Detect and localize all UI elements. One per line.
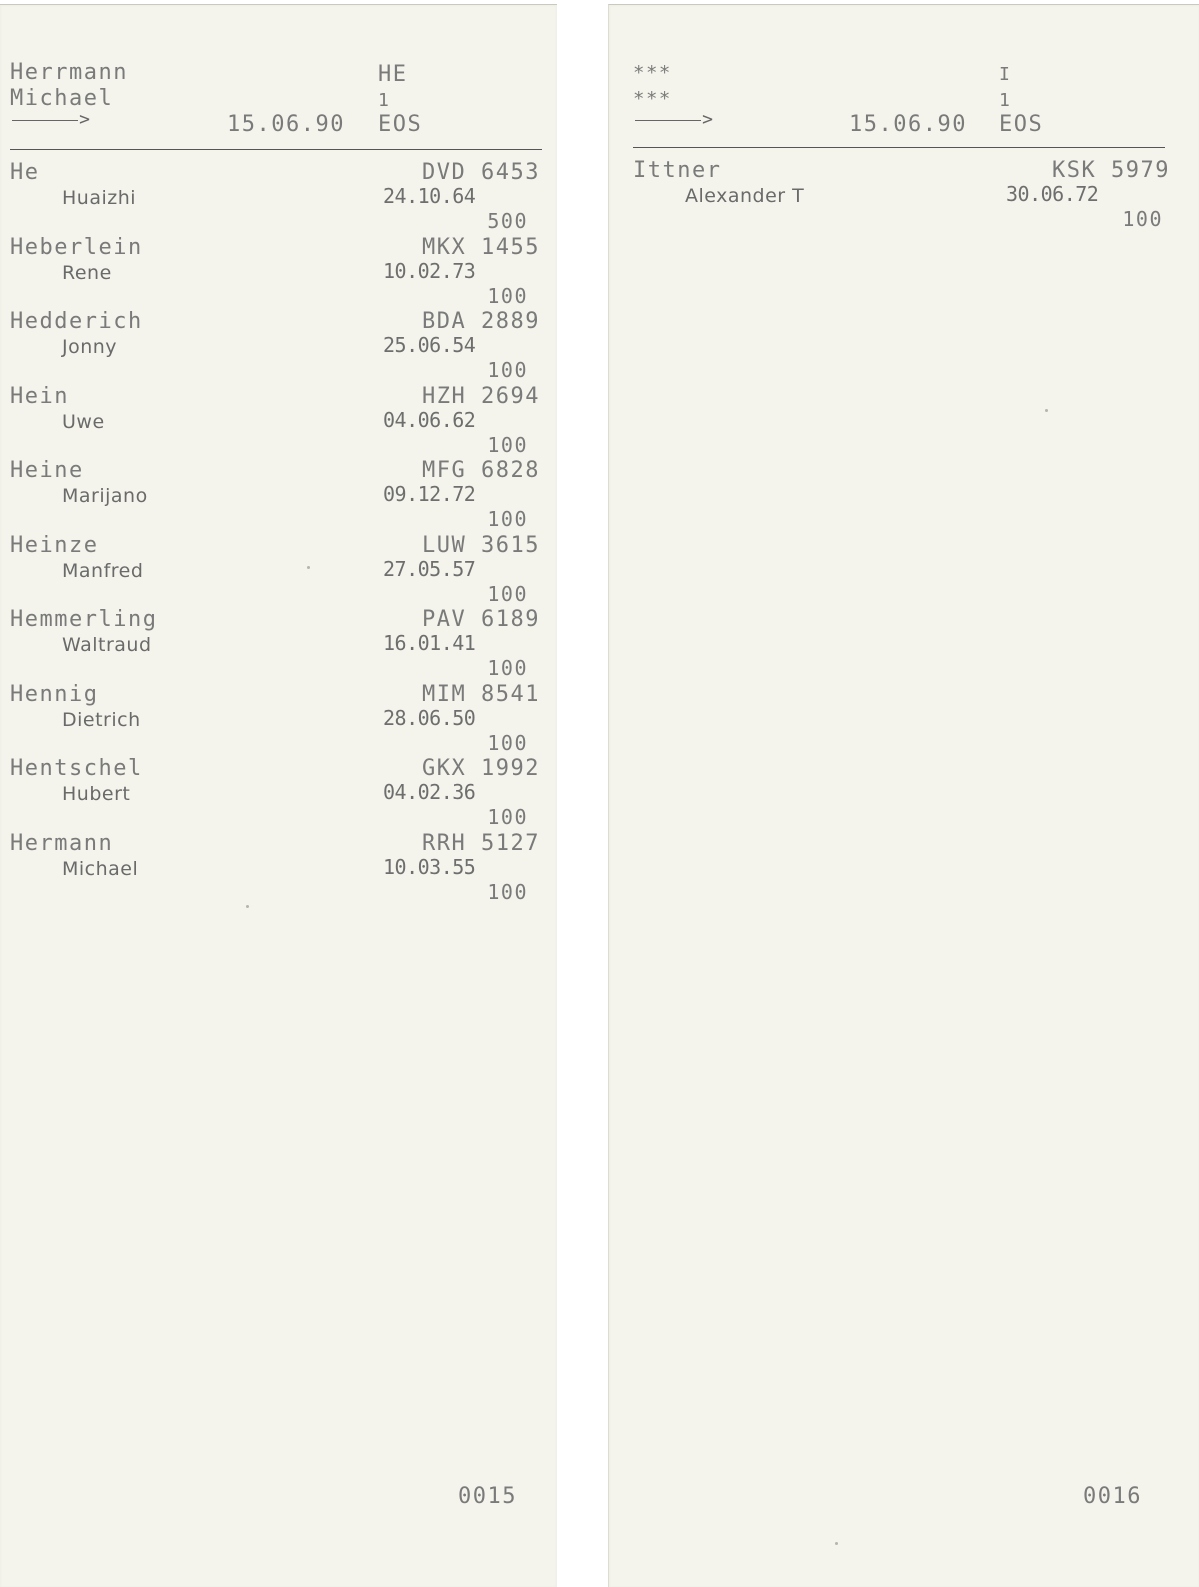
list-item: [0, 310, 557, 384]
entry-amount: 500: [487, 209, 528, 233]
list-item: [0, 385, 557, 459]
entry-amount: 100: [487, 730, 528, 755]
header-code-line3: EOS: [999, 112, 1044, 137]
header-code-line1: HE: [378, 62, 408, 87]
page-number: 0015: [458, 1484, 517, 1509]
entry-birth-date: 24.10.64: [383, 184, 476, 208]
entry-birth-date: 04.06.62: [383, 407, 476, 432]
entry-surname: Ittner: [633, 158, 722, 183]
entry-amount: 100: [487, 283, 528, 308]
entry-surname: Heinze: [10, 532, 99, 558]
entry-surname: Hein: [10, 383, 69, 409]
entry-code: BDA 2889: [422, 309, 540, 334]
entry-surname: Heine: [10, 458, 84, 483]
header-code-line1: I: [999, 64, 1012, 85]
entry-code: GKX 1992: [422, 756, 540, 781]
entry-birth-date: 27.05.57: [383, 556, 476, 581]
list-item: [0, 832, 557, 906]
list-item: [0, 459, 557, 533]
page-number: 0016: [1083, 1484, 1142, 1509]
entry-birth-date: 25.06.54: [383, 333, 476, 357]
paper-speck: [246, 905, 249, 908]
entry-surname: Heberlein: [10, 234, 143, 260]
entry-code: KSK 5979: [1052, 158, 1170, 183]
entry-amount: 100: [487, 432, 528, 457]
header-surname: ***: [633, 62, 672, 84]
entry-birth-date: 30.06.72: [1006, 182, 1099, 206]
entry-surname: Hemmerling: [10, 607, 158, 632]
entry-code: PAV 6189: [422, 607, 540, 632]
entry-birth-date: 09.12.72: [383, 482, 476, 506]
header-date: 15.06.90: [849, 112, 967, 137]
entry-code: RRH 5127: [422, 830, 540, 856]
entry-given-name: Manfred: [62, 559, 144, 582]
header-code-line2: 1: [999, 90, 1012, 111]
entry-amount: 100: [487, 879, 528, 904]
entry-given-name: Hubert: [62, 783, 131, 805]
entry-birth-date: 16.01.41: [383, 631, 476, 655]
list-item: [0, 683, 557, 757]
list-item: [0, 534, 557, 608]
entry-amount: 100: [487, 358, 528, 382]
entry-code: MKX 1455: [422, 234, 540, 260]
left-card: [0, 4, 557, 1587]
header-code-line2: 1: [378, 90, 391, 111]
entry-given-name: Alexander T: [685, 185, 805, 207]
arrow-icon: >: [12, 113, 90, 127]
entry-given-name: Jonny: [62, 336, 118, 358]
entry-code: LUW 3615: [422, 532, 540, 558]
header-given-name: Michael: [10, 86, 114, 111]
header-given-name: ***: [633, 88, 672, 110]
header-divider: [10, 149, 542, 150]
entry-surname: Hermann: [10, 830, 114, 856]
entry-surname: Hentschel: [10, 756, 143, 781]
list-item: [0, 608, 557, 682]
entry-given-name: Michael: [62, 857, 139, 880]
entry-given-name: Marijano: [62, 485, 148, 507]
entry-given-name: Waltraud: [62, 634, 152, 656]
list-item: [609, 159, 1199, 233]
entry-birth-date: 10.03.55: [383, 854, 476, 879]
entry-amount: 100: [1122, 207, 1163, 231]
entry-birth-date: 04.02.36: [383, 780, 476, 804]
header-date: 15.06.90: [227, 112, 345, 137]
entry-surname: Hedderich: [10, 309, 143, 334]
entry-given-name: Uwe: [62, 410, 105, 433]
arrow-icon: >: [635, 113, 713, 127]
list-item: [0, 236, 557, 310]
entry-amount: 100: [487, 805, 528, 829]
right-card: [608, 4, 1199, 1587]
paper-speck: [835, 1542, 838, 1545]
entry-code: HZH 2694: [422, 383, 540, 409]
paper-speck: [1045, 409, 1048, 412]
entry-birth-date: 10.02.73: [383, 258, 476, 283]
list-item: [0, 757, 557, 831]
entry-given-name: Huaizhi: [62, 187, 137, 209]
list-item: [0, 161, 557, 235]
entry-given-name: Rene: [62, 261, 112, 284]
entry-amount: 100: [487, 507, 528, 531]
header-code-line3: EOS: [378, 112, 423, 137]
paper-speck: [307, 566, 310, 569]
entry-code: MFG 6828: [422, 458, 540, 483]
entry-surname: Hennig: [10, 681, 99, 707]
entry-code: DVD 6453: [422, 160, 540, 185]
header-divider: [633, 147, 1165, 148]
entry-code: MIM 8541: [422, 681, 540, 707]
entry-amount: 100: [487, 656, 528, 680]
entry-given-name: Dietrich: [62, 708, 141, 731]
entry-amount: 100: [487, 581, 528, 606]
entry-surname: He: [10, 160, 40, 185]
header-surname: Herrmann: [10, 60, 128, 85]
entry-birth-date: 28.06.50: [383, 705, 476, 730]
